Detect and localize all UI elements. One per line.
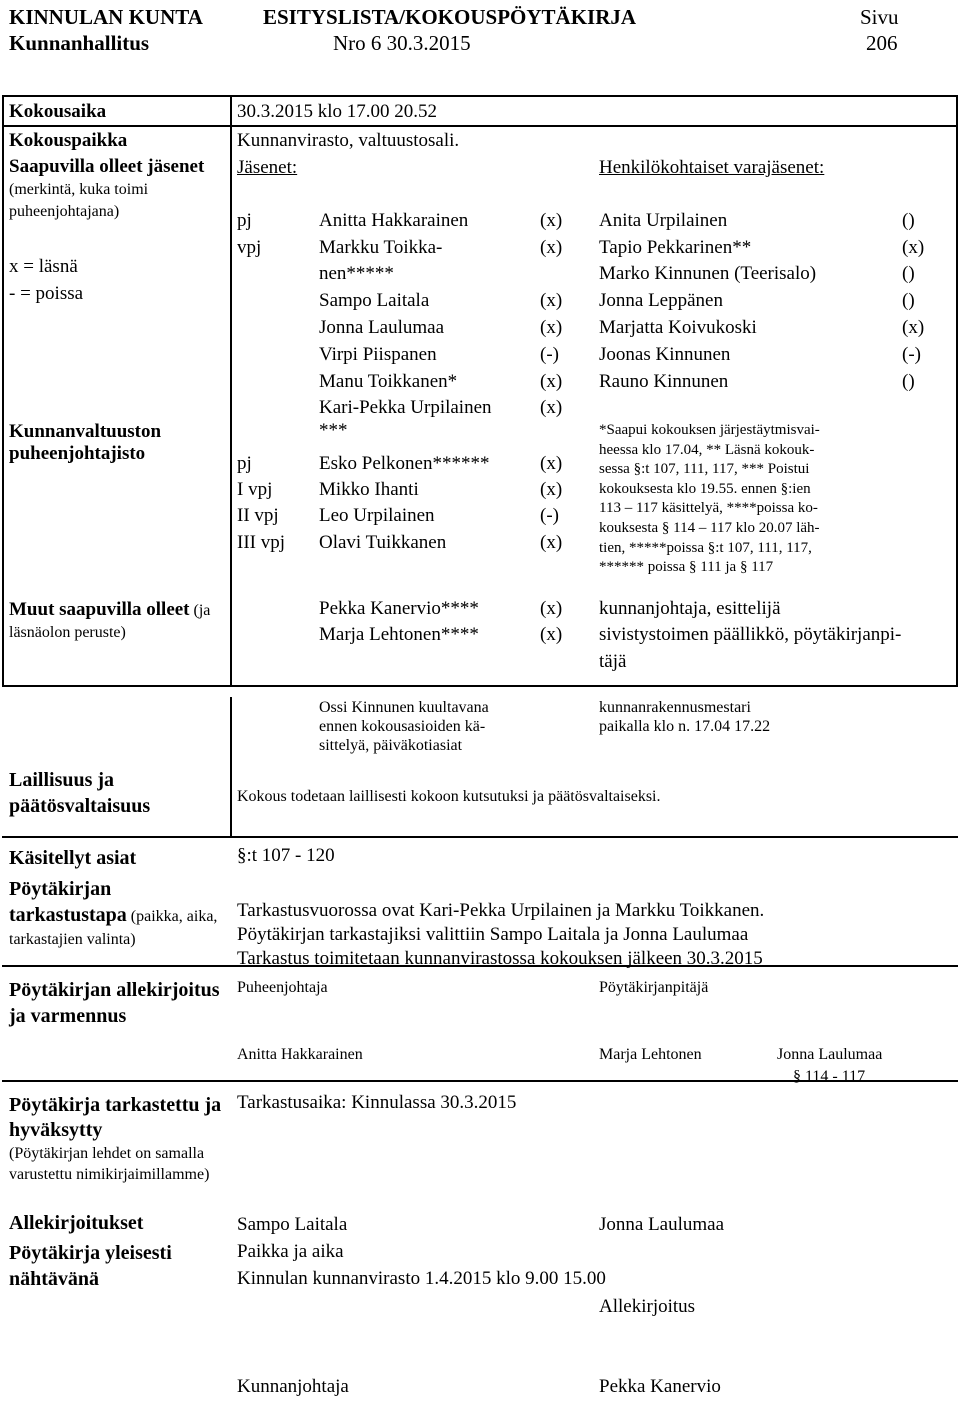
deputy-attendance: (x): [902, 237, 925, 258]
deputy-name: Tapio Pekkarinen**: [599, 237, 752, 258]
public-place-value: Kinnulan kunnanvirasto 1.4.2015 klo 9.00 15.00: [237, 1268, 606, 1289]
attendance-note-line: ****** poissa § 111 ja § 117: [599, 559, 774, 576]
member-name: Virpi Piispanen: [319, 344, 437, 365]
member-attendance: (x): [540, 237, 563, 258]
signature-name-1: Sampo Laitala: [237, 1214, 348, 1235]
presidium-role: II vpj: [237, 505, 279, 526]
meeting-place-label: Kokouspaikka: [9, 130, 128, 151]
legend-absent: - = poissa: [9, 283, 84, 304]
member-name: Markku Toikka-: [319, 237, 443, 258]
deputies-header: Henkilökohtaiset varajäsenet:: [599, 157, 825, 178]
builder-note-1: kunnanrakennusmestari: [599, 699, 751, 716]
member-role: pj: [237, 210, 252, 231]
meeting-time-value: 30.3.2015 klo 17.00 20.52: [237, 101, 438, 122]
meeting-number: Nro 6 30.3.2015: [333, 31, 471, 55]
present-label-rest: (merkintä, kuka toimi puheenjohtajana): [9, 181, 149, 220]
row-divider: [2, 836, 958, 838]
chair-label: Puheenjohtaja: [237, 979, 328, 996]
presidium-name: Esko Pelkonen******: [319, 453, 490, 474]
member-attendance: (-): [540, 344, 559, 365]
deputy-attendance: (): [902, 290, 915, 311]
checked-label-bold: Pöytäkirja tarkastettu ja hyväksytty: [9, 1094, 222, 1141]
signature-name-2: Jonna Laulumaa: [599, 1214, 725, 1235]
org-name: KINNULAN KUNTA: [9, 5, 203, 29]
others-role-continued: täjä: [599, 651, 627, 672]
presidium-attendance: (x): [540, 532, 563, 553]
member-name: Anitta Hakkarainen: [319, 210, 469, 231]
chair-name: Anitta Hakkarainen: [237, 1046, 363, 1063]
deputy-name: Rauno Kinnunen: [599, 371, 729, 392]
public-role: Kunnanjohtaja: [237, 1376, 349, 1397]
other-role: kunnanjohtaja, esittelijä: [599, 598, 781, 619]
other-attendance: (x): [540, 598, 563, 619]
meeting-time-label: Kokousaika: [9, 101, 107, 122]
ossi-note-1: Ossi Kinnunen kuultavana: [319, 699, 489, 716]
inspection-line-3: Tarkastus toimitetaan kunnanvirastossa kokouksen jälkeen 30.3.2015: [237, 948, 763, 969]
handled-label: Käsitellyt asiat: [9, 847, 137, 869]
members-header: Jäsenet:: [237, 157, 298, 178]
presidium-name: Mikko Ihanti: [319, 479, 419, 500]
member-name: Kari-Pekka Urpilainen: [319, 397, 492, 418]
others-label-bold: Muut saapuvilla olleet: [9, 599, 190, 620]
member-name: Sampo Laitala: [319, 290, 430, 311]
body-name: Kunnanhallitus: [9, 31, 150, 55]
extra-signer-note: § 114 - 117: [793, 1068, 866, 1085]
attendance-note-line: tien, *****poissa §:t 107, 111, 117,: [599, 539, 812, 556]
builder-note-2: paikalla klo n. 17.04 17.22: [599, 718, 771, 735]
presidium-name: Leo Urpilainen: [319, 505, 435, 526]
attendance-note-line: sessa §:t 107, 111, 117, *** Poistui: [599, 461, 810, 478]
deputy-attendance: (): [902, 371, 915, 392]
presidium-role: pj: [237, 453, 252, 474]
member-name: ***: [319, 420, 348, 441]
others-label-rest: (ja läsnäolon peruste): [9, 602, 211, 641]
inspection-line-2: Pöytäkirjan tarkastajiksi valittiin Sampo Laitala ja Jonna Laulumaa: [237, 924, 749, 945]
checked-label: [9, 1093, 224, 1185]
handled-value: §:t 107 - 120: [237, 845, 335, 866]
row-divider: [2, 125, 958, 127]
member-name: Manu Toikkanen*: [319, 371, 458, 392]
member-attendance: (x): [540, 290, 563, 311]
legality-divider: [230, 697, 232, 837]
checked-label-rest: (Pöytäkirjan lehdet on samalla varustettu nimikirjaimillamme): [9, 1145, 210, 1183]
signatures-label: Allekirjoitukset: [9, 1212, 144, 1234]
meeting-place-value: Kunnanvirasto, valtuustosali.: [237, 130, 460, 151]
inspection-line-1: Tarkastusvuorossa ovat Kari-Pekka Urpilainen ja Markku Toikkanen.: [237, 900, 765, 921]
attendance-note-line: *Saapui kokouksen järjestäytmisvai-: [599, 422, 820, 438]
public-label: Pöytäkirja yleisesti nähtävänä: [9, 1242, 172, 1290]
legality-text: Kokous todetaan laillisesti kokoon kutsutuksi ja päätösvaltaiseksi.: [237, 788, 661, 805]
signing-label: Pöytäkirjan allekirjoitus ja varmennus: [9, 979, 220, 1027]
inspection-label-rest: (paikka, aika, tarkastajien valinta): [9, 908, 218, 948]
presidium-attendance: (x): [540, 453, 563, 474]
inspection-label: [9, 876, 229, 950]
secretary-label: Pöytäkirjanpitäjä: [599, 979, 709, 996]
member-attendance: (x): [540, 210, 563, 231]
other-name: Pekka Kanervio****: [319, 598, 479, 619]
presidium-name: Olavi Tuikkanen: [319, 532, 447, 553]
deputy-attendance: (): [902, 210, 915, 231]
member-attendance: (x): [540, 397, 563, 418]
deputy-name: Anita Urpilainen: [599, 210, 728, 231]
checked-value: Tarkastusaika: Kinnulassa 30.3.2015: [237, 1092, 517, 1113]
member-attendance: (x): [540, 317, 563, 338]
presidium-attendance: (-): [540, 505, 559, 526]
presidium-role: I vpj: [237, 479, 273, 500]
presidium-attendance: (x): [540, 479, 563, 500]
deputy-name: Marjatta Koivukoski: [599, 317, 757, 338]
legality-label: Laillisuus ja päätösvaltaisuus: [9, 769, 151, 817]
attendance-divider: [230, 95, 232, 687]
extra-signer-name: Jonna Laulumaa: [777, 1046, 883, 1063]
other-role: sivistystoimen päällikkö, pöytäkirjanpi-: [599, 624, 902, 645]
other-attendance: (x): [540, 624, 563, 645]
others-label: [9, 599, 224, 643]
doc-type: ESITYSLISTA/KOKOUSPÖYTÄKIRJA: [263, 5, 637, 29]
member-attendance: (x): [540, 371, 563, 392]
public-place-label: Paikka ja aika: [237, 1241, 344, 1262]
public-sign-label: Allekirjoitus: [599, 1296, 696, 1317]
attendance-note-line: 113 – 117 käsittelyä, ****poissa ko-: [599, 500, 818, 517]
member-name: Jonna Laulumaa: [319, 317, 445, 338]
attendance-note-line: heessa klo 17.04, ** Läsnä kokouk-: [599, 441, 815, 458]
member-name: nen*****: [319, 263, 394, 284]
deputy-name: Joonas Kinnunen: [599, 344, 731, 365]
present-label-bold: Saapuvilla olleet jäsenet: [9, 156, 205, 177]
deputy-attendance: (): [902, 263, 915, 284]
member-role: vpj: [237, 237, 262, 258]
attendance-note-line: kouksesta § 114 – 117 klo 20.07 läh-: [599, 520, 820, 536]
deputy-name: Jonna Leppänen: [599, 290, 723, 311]
present-label: [9, 156, 224, 222]
other-name: Marja Lehtonen****: [319, 624, 479, 645]
deputy-attendance: (x): [902, 317, 925, 338]
public-name: Pekka Kanervio: [599, 1376, 721, 1397]
attendance-note-line: kokouksesta klo 19.55. ennen §:ien: [599, 480, 811, 497]
presidium-role: III vpj: [237, 532, 286, 553]
legend-present: x = läsnä: [9, 256, 78, 277]
secretary-name: Marja Lehtonen: [599, 1046, 702, 1063]
ossi-note-2: ennen kokousasioiden kä-: [319, 718, 486, 735]
page-number: 206: [866, 31, 898, 55]
inspection-label-bold: Pöytäkirjan tarkastustapa: [9, 878, 127, 926]
page-label: Sivu: [860, 5, 899, 29]
deputy-name: Marko Kinnunen (Teerisalo): [599, 263, 817, 284]
deputy-attendance: (-): [902, 344, 921, 365]
ossi-note-3: sittelyä, päiväkotiasiat: [319, 737, 463, 754]
presidium-label: Kunnanvaltuuston puheenjohtajisto: [9, 421, 162, 464]
